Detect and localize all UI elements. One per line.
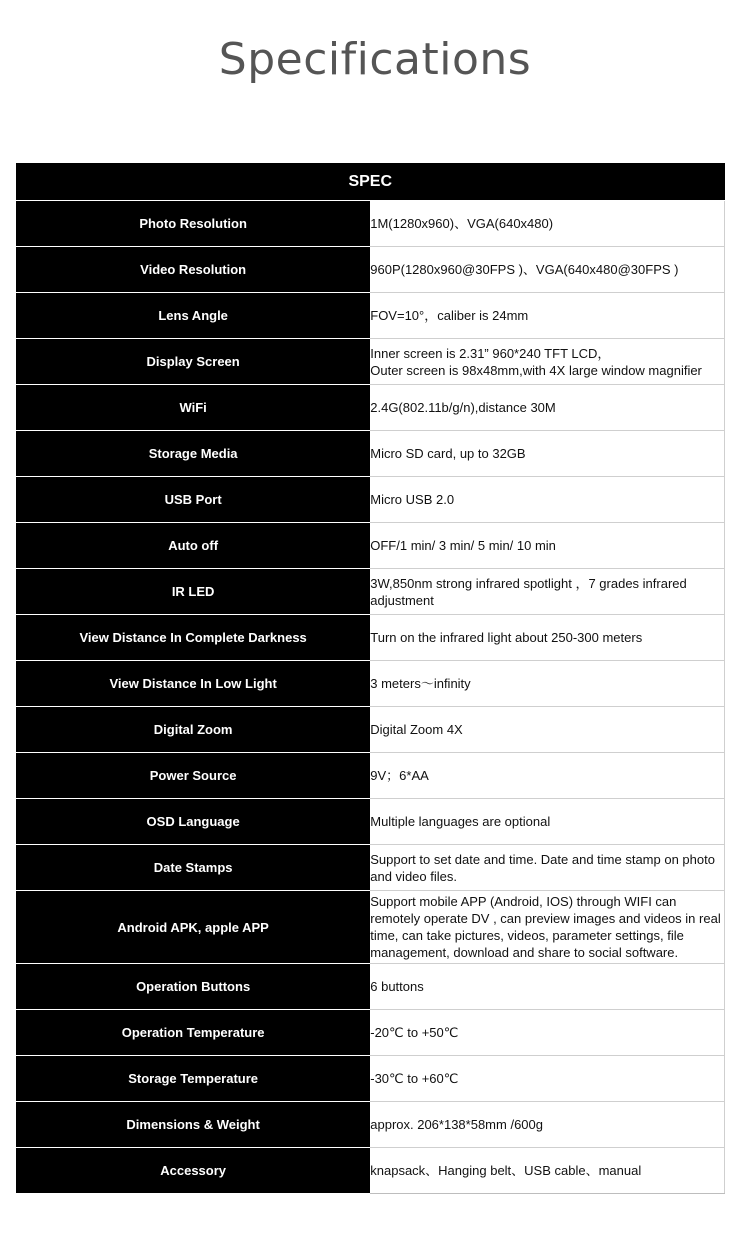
table-row bbox=[16, 247, 725, 293]
table-row bbox=[16, 799, 725, 845]
spec-table-body bbox=[16, 201, 725, 1194]
table-row bbox=[16, 615, 725, 661]
table-row bbox=[16, 523, 725, 569]
spec-value: Turn on the infrared light about 250-300 meters bbox=[370, 615, 724, 661]
spec-value: -20℃ to +50℃ bbox=[370, 1010, 724, 1056]
spec-label: IR LED bbox=[16, 569, 370, 615]
spec-value: 3W,850nm strong infrared spotlight ，7 grades infrared adjustment bbox=[370, 569, 724, 615]
spec-value: Micro SD card, up to 32GB bbox=[370, 431, 724, 477]
page-title: Specifications bbox=[218, 34, 532, 85]
spec-value: -30℃ to +60℃ bbox=[370, 1056, 724, 1102]
spec-label: OSD Language bbox=[16, 799, 370, 845]
spec-value: 6 buttons bbox=[370, 964, 724, 1010]
spec-label: Video Resolution bbox=[16, 247, 370, 293]
spec-label: USB Port bbox=[16, 477, 370, 523]
spec-label: Dimensions & Weight bbox=[16, 1102, 370, 1148]
spec-value: Digital Zoom 4X bbox=[370, 707, 724, 753]
table-row bbox=[16, 964, 725, 1010]
table-row bbox=[16, 569, 725, 615]
spec-label: Photo Resolution bbox=[16, 201, 370, 247]
spec-label: Android APK, apple APP bbox=[16, 891, 370, 964]
spec-value: OFF/1 min/ 3 min/ 5 min/ 10 min bbox=[370, 523, 724, 569]
table-row bbox=[16, 891, 725, 964]
spec-label: View Distance In Low Light bbox=[16, 661, 370, 707]
spec-value: 3 meters～infinity bbox=[370, 661, 724, 707]
spec-label: Operation Temperature bbox=[16, 1010, 370, 1056]
table-row bbox=[16, 339, 725, 385]
spec-label: Auto off bbox=[16, 523, 370, 569]
spec-value: Multiple languages are optional bbox=[370, 799, 724, 845]
table-row bbox=[16, 1010, 725, 1056]
table-row bbox=[16, 1056, 725, 1102]
table-row bbox=[16, 661, 725, 707]
table-row bbox=[16, 385, 725, 431]
spec-value: Support mobile APP (Android, IOS) through WIFI can remotely operate DV , can preview images and videos in real time, can take pictures, videos, parameter settings, file management, download and share to social software. bbox=[370, 891, 724, 964]
spec-label: Date Stamps bbox=[16, 845, 370, 891]
spec-table bbox=[16, 163, 725, 1194]
spec-value: Inner screen is 2.31” 960*240 TFT LCD， Outer screen is 98x48mm,with 4X large window magnifier bbox=[370, 339, 724, 385]
spec-table-header: SPEC bbox=[16, 163, 725, 201]
table-row bbox=[16, 1148, 725, 1194]
table-row bbox=[16, 293, 725, 339]
table-row bbox=[16, 753, 725, 799]
spec-value: approx. 206*138*58mm /600g bbox=[370, 1102, 724, 1148]
spec-value: Support to set date and time. Date and time stamp on photo and video files. bbox=[370, 845, 724, 891]
table-row bbox=[16, 477, 725, 523]
spec-label: Digital Zoom bbox=[16, 707, 370, 753]
spec-value: FOV=10°，caliber is 24mm bbox=[370, 293, 724, 339]
spec-label: WiFi bbox=[16, 385, 370, 431]
spec-value: 2.4G(802.11b/g/n),distance 30M bbox=[370, 385, 724, 431]
spec-label: Display Screen bbox=[16, 339, 370, 385]
table-row bbox=[16, 431, 725, 477]
spec-label: Accessory bbox=[16, 1148, 370, 1194]
spec-value: 1M(1280x960)、VGA(640x480) bbox=[370, 201, 724, 247]
table-row bbox=[16, 707, 725, 753]
table-row bbox=[16, 1102, 725, 1148]
spec-label: Power Source bbox=[16, 753, 370, 799]
table-row bbox=[16, 845, 725, 891]
spec-value: 960P(1280x960@30FPS )、VGA(640x480@30FPS ) bbox=[370, 247, 724, 293]
spec-label: Storage Temperature bbox=[16, 1056, 370, 1102]
spec-label: Lens Angle bbox=[16, 293, 370, 339]
spec-label: View Distance In Complete Darkness bbox=[16, 615, 370, 661]
spec-value: Micro USB 2.0 bbox=[370, 477, 724, 523]
spec-label: Storage Media bbox=[16, 431, 370, 477]
spec-label: Operation Buttons bbox=[16, 964, 370, 1010]
table-row bbox=[16, 201, 725, 247]
spec-value: 9V；6*AA bbox=[370, 753, 724, 799]
spec-value: knapsack、Hanging belt、USB cable、manual bbox=[370, 1148, 724, 1194]
